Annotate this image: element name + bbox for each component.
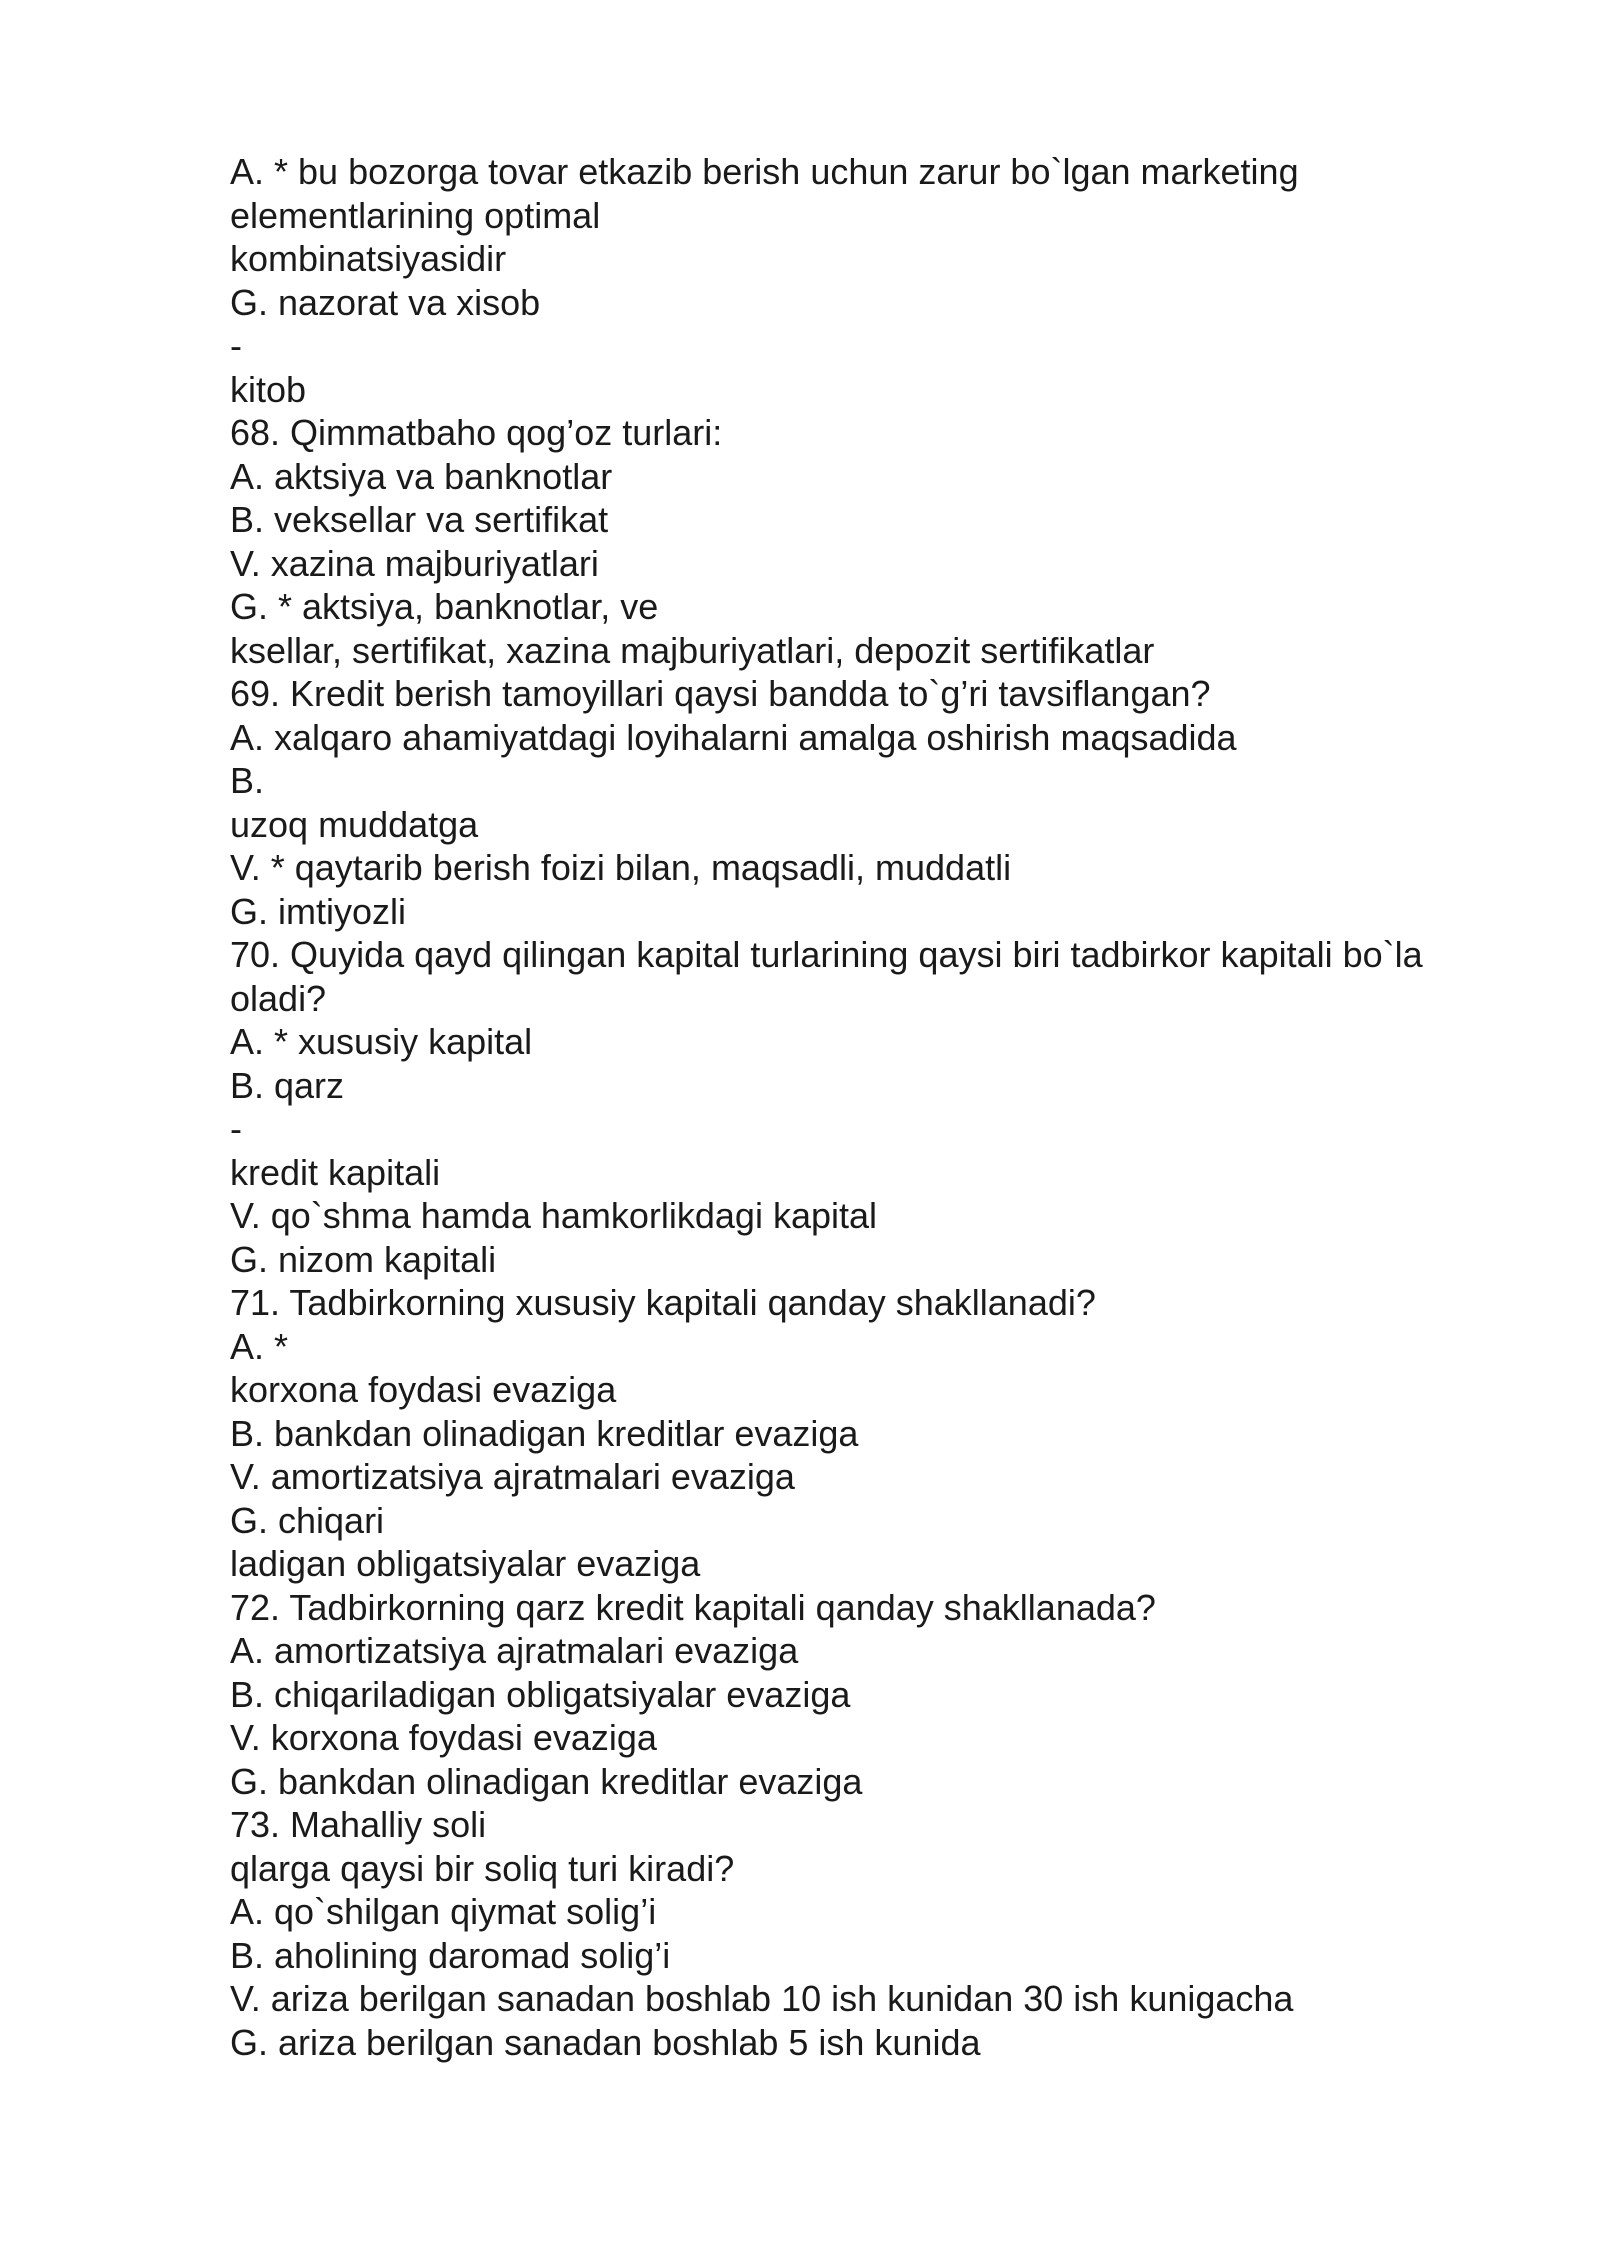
answer-option: A. qo`shilgan qiymat solig’i xyxy=(230,1891,657,1932)
answer-option: G. ariza berilgan sanadan boshlab 5 ish kunida xyxy=(230,2021,981,2063)
question-69: 69. Kredit berish tamoyillari qaysi bandda to`g’ri tavsiflangan? xyxy=(230,673,1211,714)
answer-option-continuation: kombinatsiyasidir xyxy=(230,238,507,279)
answer-option: G. nizom kapitali xyxy=(230,1238,497,1280)
text-line: - xyxy=(230,1108,242,1149)
answer-option: G. nazorat va xisob xyxy=(230,281,541,323)
question-70-continuation: oladi? xyxy=(230,977,327,1019)
answer-option: A. xalqaro ahamiyatdagi loyihalarni amalga oshirish maqsadida xyxy=(230,716,1237,758)
answer-option: A. * xyxy=(230,1325,289,1367)
answer-option: G. * aktsiya, banknotlar, ve xyxy=(230,586,659,627)
answer-option: A. amortizatsiya ajratmalari evaziga xyxy=(230,1630,799,1671)
answer-option: A. * xususiy kapital xyxy=(230,1021,533,1062)
answer-option: G. bankdan olinadigan kreditlar evaziga xyxy=(230,1760,863,1802)
answer-option-continuation: ladigan obligatsiyalar evaziga xyxy=(230,1543,701,1584)
answer-option-continuation: korxona foydasi evaziga xyxy=(230,1369,617,1410)
answer-option-continuation: elementlarining optimal xyxy=(230,194,601,236)
answer-option: V. * qaytarib berish foizi bilan, maqsadli, muddatli xyxy=(230,847,1012,888)
question-73: 73. Mahalliy soli xyxy=(230,1804,487,1845)
answer-option: B. xyxy=(230,760,265,801)
question-71: 71. Tadbirkorning xususiy kapitali qanday shakllanadi? xyxy=(230,1282,1096,1323)
answer-option: V. amortizatsiya ajratmalari evaziga xyxy=(230,1456,795,1497)
answer-option: B. aholining daromad solig’i xyxy=(230,1934,671,1976)
document-text-body xyxy=(230,150,1530,2064)
answer-option: B. qarz xyxy=(230,1064,345,1106)
text-line: - xyxy=(230,325,242,366)
answer-option: V. qo`shma hamda hamkorlikdagi kapital xyxy=(230,1195,878,1236)
answer-option-continuation: kredit kapitali xyxy=(230,1151,441,1193)
question-68: 68. Qimmatbaho qog’oz turlari: xyxy=(230,412,723,453)
answer-option: V. korxona foydasi evaziga xyxy=(230,1717,657,1758)
answer-option: B. veksellar va sertifikat xyxy=(230,499,609,540)
question-73-continuation: qlarga qaysi bir soliq turi kiradi? xyxy=(230,1847,735,1889)
answer-option: A. aktsiya va banknotlar xyxy=(230,455,613,497)
answer-option-continuation: ksellar, sertifikat, xazina majburiyatlari, depozit sertifikatlar xyxy=(230,629,1155,671)
answer-option: B. bankdan olinadigan kreditlar evaziga xyxy=(230,1412,859,1454)
answer-option: B. chiqariladigan obligatsiyalar evaziga xyxy=(230,1673,851,1715)
answer-option: V. ariza berilgan sanadan boshlab 10 ish kunidan 30 ish kunigacha xyxy=(230,1978,1294,2019)
question-72: 72. Tadbirkorning qarz kredit kapitali qanday shakllanada? xyxy=(230,1586,1156,1628)
answer-option: A. * bu bozorga tovar etkazib berish uchun zarur bo`lgan marketing xyxy=(230,151,1299,192)
answer-option: G. imtiyozli xyxy=(230,890,407,932)
answer-option: G. chiqari xyxy=(230,1499,385,1541)
text-line: kitob xyxy=(230,368,307,410)
question-70: 70. Quyida qayd qilingan kapital turlarining qaysi biri tadbirkor kapitali bo`la xyxy=(230,934,1423,975)
answer-option: V. xazina majburiyatlari xyxy=(230,542,599,584)
answer-option-continuation: uzoq muddatga xyxy=(230,803,479,845)
